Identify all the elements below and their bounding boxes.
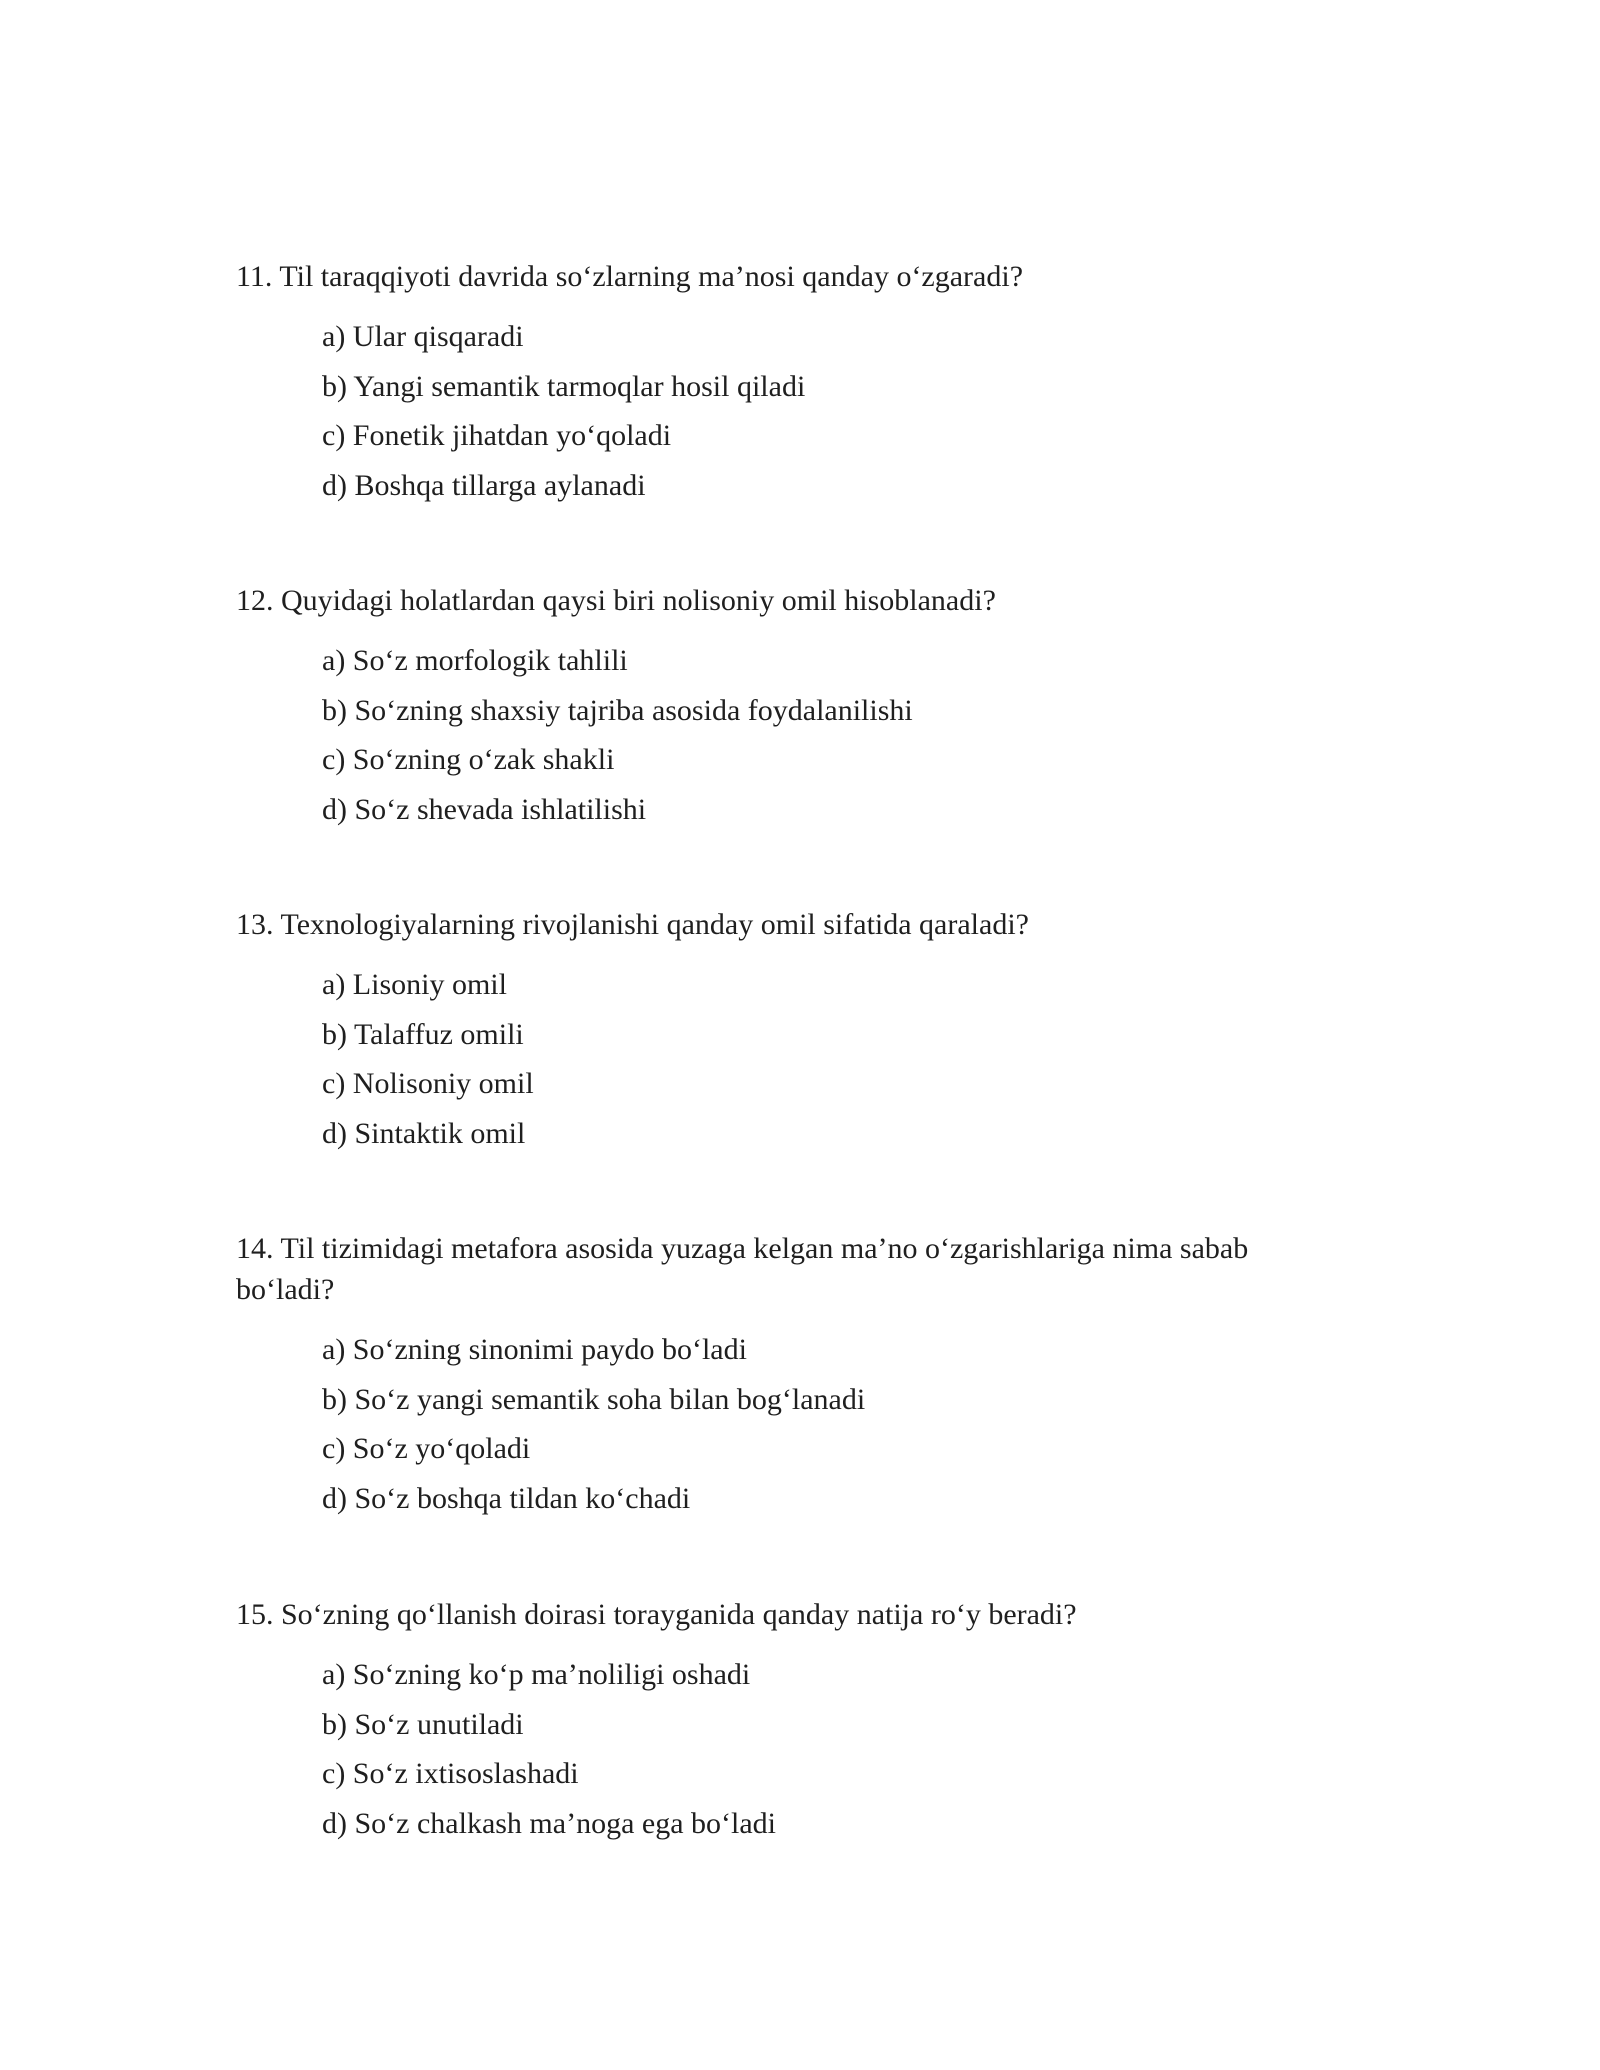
option-b: b) So‘zning shaxsiy tajriba asosida foydalanilishi: [322, 693, 913, 727]
answer-options: [322, 636, 1336, 834]
question-text: 15. So‘zning qo‘llanish doirasi torayganida qanday natija ro‘y beradi?: [236, 1598, 1077, 1631]
option-a: a) So‘zning sinonimi paydo bo‘ladi: [322, 1333, 747, 1366]
option-c: c) So‘z yo‘qoladi: [322, 1432, 531, 1465]
question-text: 12. Quyidagi holatlardan qaysi biri nolisoniy omil hisoblanadi?: [236, 584, 996, 617]
question-12: [236, 580, 1336, 834]
option-c: c) So‘z ixtisoslashadi: [322, 1757, 579, 1790]
option-d: d) So‘z boshqa tildan ko‘chadi: [322, 1481, 691, 1515]
question-text: 11. Til taraqqiyoti davrida so‘zlarning ma’nosi qanday o‘zgaradi?: [236, 260, 1024, 293]
option-b: b) Yangi semantik tarmoqlar hosil qiladi: [322, 369, 806, 403]
question-13: [236, 904, 1336, 1158]
option-d: d) Sintaktik omil: [322, 1116, 526, 1150]
option-a: a) So‘z morfologik tahlili: [322, 644, 628, 677]
option-b: b) So‘z yangi semantik soha bilan bog‘lanadi: [322, 1382, 866, 1416]
answer-options: [322, 1325, 1336, 1523]
answer-options: [322, 312, 1336, 510]
option-a: a) Ular qisqaradi: [322, 320, 524, 353]
option-c: c) Nolisoniy omil: [322, 1067, 534, 1100]
question-15: [236, 1594, 1336, 1848]
option-b: b) Talaffuz omili: [322, 1017, 524, 1051]
question-11: [236, 256, 1336, 510]
answer-options: [322, 960, 1336, 1158]
option-d: d) Boshqa tillarga aylanadi: [322, 468, 646, 502]
option-d: d) So‘z shevada ishlatilishi: [322, 792, 647, 826]
option-c: c) Fonetik jihatdan yo‘qoladi: [322, 419, 672, 452]
question-text: 13. Texnologiyalarning rivojlanishi qanday omil sifatida qaraladi?: [236, 908, 1029, 941]
option-b: b) So‘z unutiladi: [322, 1707, 524, 1741]
question-14: [236, 1228, 1336, 1523]
question-text: 14. Til tizimidagi metafora asosida yuzaga kelgan ma’no o‘zgarishlariga nima sabab bo‘ladi?: [236, 1232, 1249, 1306]
answer-options: [322, 1650, 1336, 1848]
option-c: c) So‘zning o‘zak shakli: [322, 743, 615, 776]
option-a: a) So‘zning ko‘p ma’noliligi oshadi: [322, 1658, 751, 1691]
option-d: d) So‘z chalkash ma’noga ega bo‘ladi: [322, 1806, 776, 1840]
option-a: a) Lisoniy omil: [322, 968, 507, 1001]
